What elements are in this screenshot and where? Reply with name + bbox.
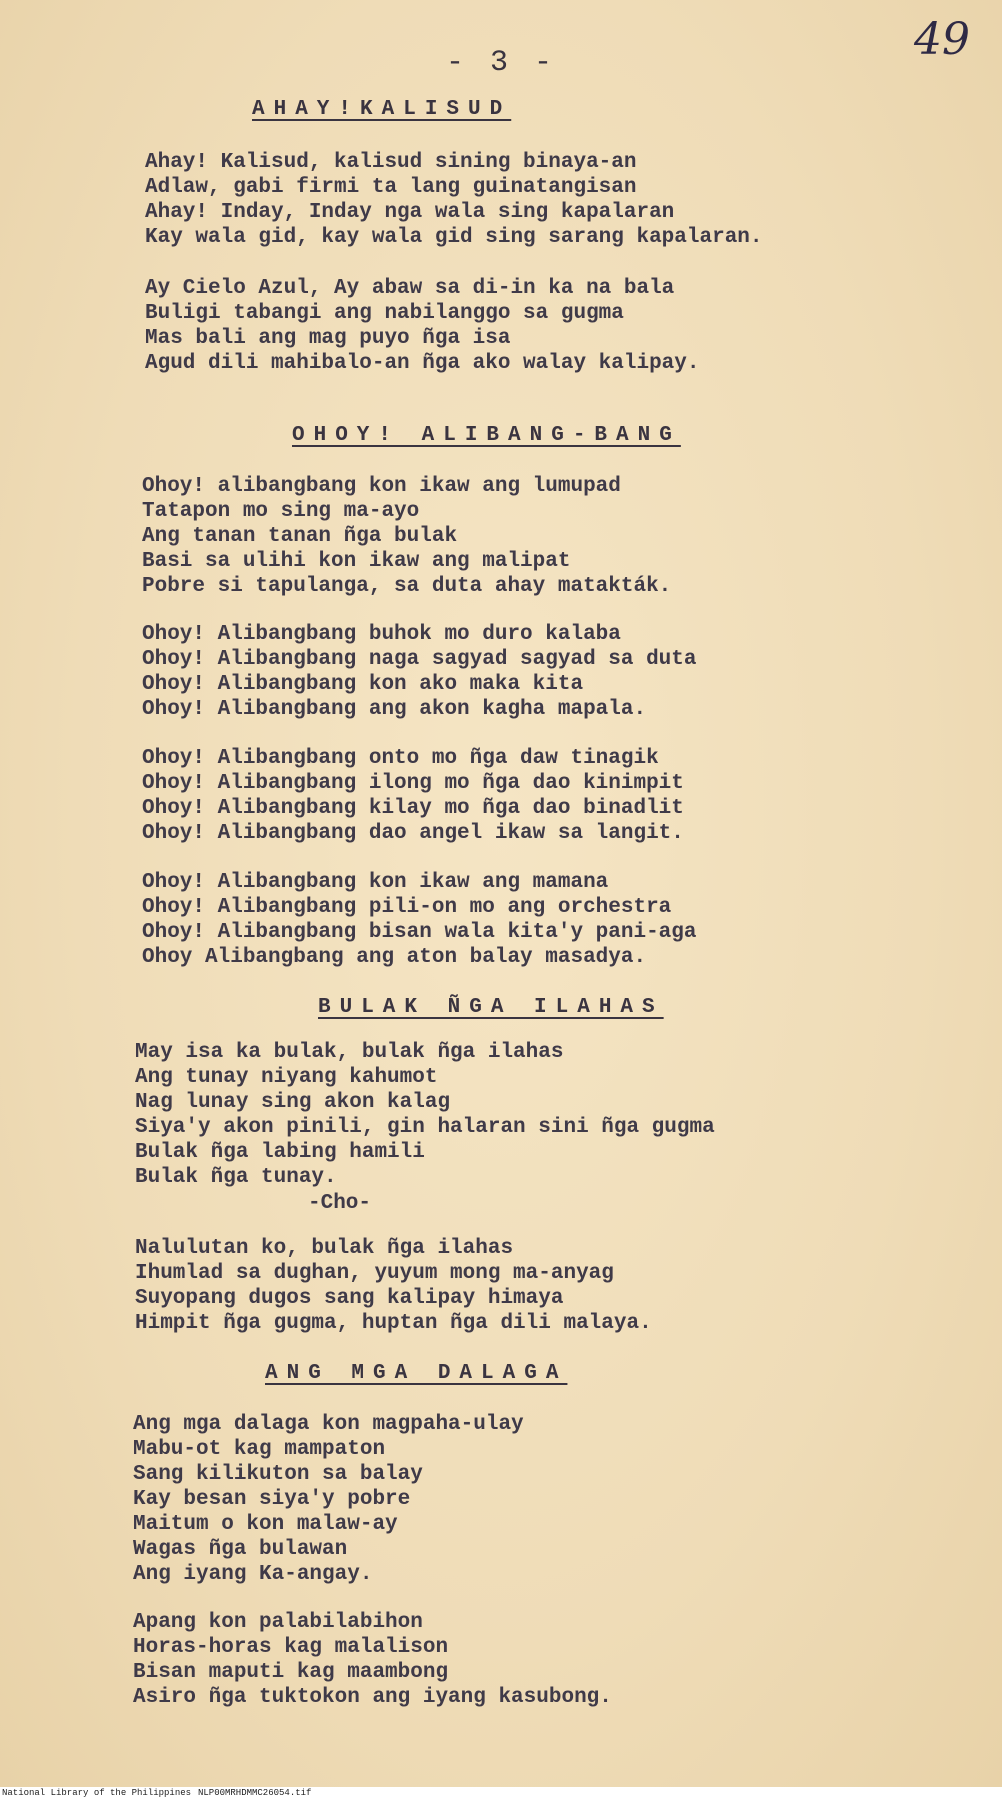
lyric-line: Ang tanan tanan ñga bulak — [142, 525, 458, 548]
song-title: ANG MGA DALAGA — [265, 1362, 568, 1385]
lyric-line: Apang kon palabilabihon — [133, 1611, 423, 1634]
lyric-line: Ohoy! Alibangbang dao angel ikaw sa langit. — [142, 822, 684, 845]
lyric-line: Ohoy! Alibangbang buhok mo duro kalaba — [142, 623, 621, 646]
lyric-line: Kay wala gid, kay wala gid sing sarang kapalaran. — [145, 226, 763, 249]
lyric-line: Ohoy! Alibangbang ang akon kagha mapala. — [142, 698, 647, 721]
lyric-line: Ohoy! Alibangbang kon ikaw ang mamana — [142, 871, 609, 894]
archive-footer — [0, 1787, 1002, 1800]
handwritten-page-number: 49 — [914, 14, 970, 65]
lyric-line: Ohoy! Alibangbang kon ako maka kita — [142, 673, 584, 696]
lyric-line: Ohoy! alibangbang kon ikaw ang lumupad — [142, 475, 621, 498]
lyric-line: Horas-horas kag malalison — [133, 1636, 449, 1659]
lyric-line: Pobre si tapulanga, sa duta ahay matakták. — [142, 575, 672, 598]
lyric-line: Tatapon mo sing ma-ayo — [142, 500, 420, 523]
lyric-line: Ay Cielo Azul, Ay abaw sa di-in ka na bala — [145, 277, 675, 300]
lyric-line: Ihumlad sa dughan, yuyum mong ma-anyag — [135, 1262, 614, 1285]
footer-filename: NLP00MRHDMMC26054.tif — [198, 1788, 312, 1798]
lyric-line: Ohoy! Alibangbang pili-on mo ang orchestra — [142, 896, 672, 919]
lyric-line: Bulak ñga labing hamili — [135, 1141, 425, 1164]
lyric-line: Sang kilikuton sa balay — [133, 1463, 423, 1486]
song-title: AHAY!KALISUD — [252, 98, 512, 121]
lyric-line: Maitum o kon malaw-ay — [133, 1513, 398, 1536]
lyric-line: Mas bali ang mag puyo ñga isa — [145, 327, 511, 350]
lyric-line: Bulak ñga tunay. — [135, 1166, 337, 1189]
lyric-line: Kay besan siya'y pobre — [133, 1488, 411, 1511]
lyric-line: Adlaw, gabi firmi ta lang guinatangisan — [145, 176, 637, 199]
stanza — [142, 746, 684, 846]
stanza — [135, 1040, 715, 1190]
stanza — [133, 1412, 524, 1587]
lyric-line: Ohoy! Alibangbang ilong mo ñga dao kinimpit — [142, 772, 684, 795]
lyric-line: Basi sa ulihi kon ikaw ang malipat — [142, 550, 571, 573]
footer-source: National Library of the Philippines — [2, 1788, 192, 1798]
lyric-line: Nag lunay sing akon kalag — [135, 1091, 451, 1114]
lyric-line: May isa ka bulak, bulak ñga ilahas — [135, 1041, 564, 1064]
song-title: BULAK ÑGA ILAHAS — [318, 996, 664, 1019]
lyric-line: Ohoy! Alibangbang bisan wala kita'y pani-aga — [142, 921, 697, 944]
lyric-line: Ang mga dalaga kon magpaha-ulay — [133, 1413, 524, 1436]
lyric-line: Buligi tabangi ang nabilanggo sa gugma — [145, 302, 624, 325]
stanza — [145, 276, 700, 376]
stanza — [133, 1610, 612, 1710]
lyric-line: Agud dili mahibalo-an ñga ako walay kalipay. — [145, 352, 700, 375]
lyric-line: Ohoy! Alibangbang naga sagyad sagyad sa duta — [142, 648, 697, 671]
chorus-label: -Cho- — [308, 1192, 372, 1215]
lyric-line: Asiro ñga tuktokon ang iyang kasubong. — [133, 1686, 612, 1709]
song-title: OHOY! ALIBANG-BANG — [292, 424, 681, 447]
page-number: - 3 - — [445, 46, 556, 80]
lyric-line: Ang tunay niyang kahumot — [135, 1066, 438, 1089]
lyric-line: Nalulutan ko, bulak ñga ilahas — [135, 1237, 514, 1260]
lyric-line: Ohoy! Alibangbang kilay mo ñga dao binadlit — [142, 797, 684, 820]
lyric-line: Ang iyang Ka-angay. — [133, 1563, 373, 1586]
lyric-line: Ahay! Kalisud, kalisud sining binaya-an — [145, 151, 637, 174]
lyric-line: Ahay! Inday, Inday nga wala sing kapalaran — [145, 201, 675, 224]
lyric-line: Mabu-ot kag mampaton — [133, 1438, 386, 1461]
lyric-line: Bisan maputi kag maambong — [133, 1661, 449, 1684]
stanza — [135, 1236, 652, 1336]
lyric-line: Himpit ñga gugma, huptan ñga dili malaya. — [135, 1312, 652, 1335]
lyric-line: Ohoy! Alibangbang onto mo ñga daw tinagik — [142, 747, 659, 770]
lyric-line: Wagas ñga bulawan — [133, 1538, 348, 1561]
lyric-line: Ohoy Alibangbang ang aton balay masadya. — [142, 946, 647, 969]
stanza — [142, 870, 697, 970]
lyric-line: Suyopang dugos sang kalipay himaya — [135, 1287, 564, 1310]
stanza — [142, 622, 697, 722]
stanza — [145, 150, 763, 250]
stanza — [142, 474, 671, 599]
lyric-line: Siya'y akon pinili, gin halaran sini ñga gugma — [135, 1116, 715, 1139]
